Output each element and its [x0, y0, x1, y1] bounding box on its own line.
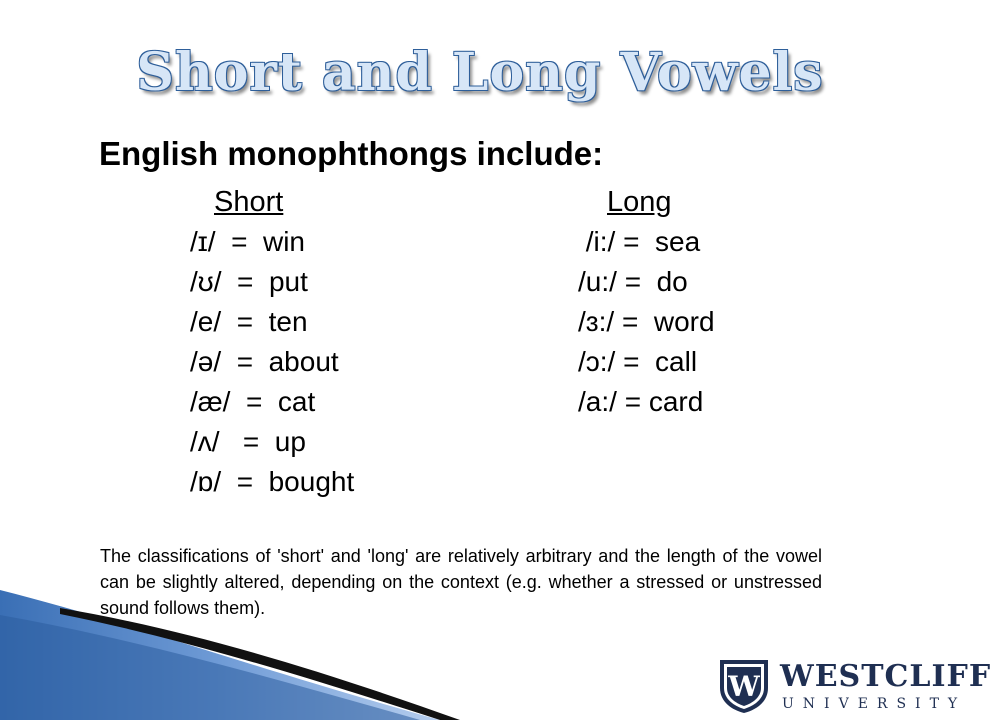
long-column-header: Long	[607, 186, 672, 218]
long-vowel-row: /i:/ = sea	[578, 226, 701, 257]
short-vowel-row: /ʊ/ = put	[190, 266, 308, 297]
intro-heading: English monophthongs include:	[99, 135, 604, 172]
short-vowel-row: /e/ = ten	[190, 306, 308, 337]
logo-monogram: W	[728, 670, 760, 703]
decorative-swoosh	[0, 560, 460, 720]
long-vowel-row: /u:/ = do	[578, 266, 688, 297]
slide-title: Short and Long Vowels	[136, 42, 824, 103]
short-vowel-row: /ə/ = about	[190, 346, 339, 377]
logo-subtitle: UNIVERSITY	[782, 696, 967, 712]
short-vowel-row: /ɒ/ = bought	[190, 466, 355, 497]
short-vowel-row: /ɪ/ = win	[190, 226, 306, 257]
westcliff-logo	[706, 648, 991, 720]
short-vowel-row: /ʌ/ = up	[190, 426, 306, 457]
footnote-text: The classifications of 'short' and 'long' are relatively arbitrary and the length of the vowel can be slightly altered, depending on the context (e.g. whether a stressed or unstressed sound follows them).	[100, 546, 822, 618]
long-vowel-row: /ɔ:/ = call	[578, 346, 698, 377]
short-column-header: Short	[214, 186, 284, 218]
shield-icon	[718, 658, 770, 714]
long-vowel-row: /ɜ:/ = word	[578, 306, 715, 337]
short-vowel-row: /æ/ = cat	[190, 386, 316, 417]
logo-name: WESTCLIFF	[780, 659, 991, 694]
long-vowel-row: /a:/ = card	[578, 386, 704, 417]
